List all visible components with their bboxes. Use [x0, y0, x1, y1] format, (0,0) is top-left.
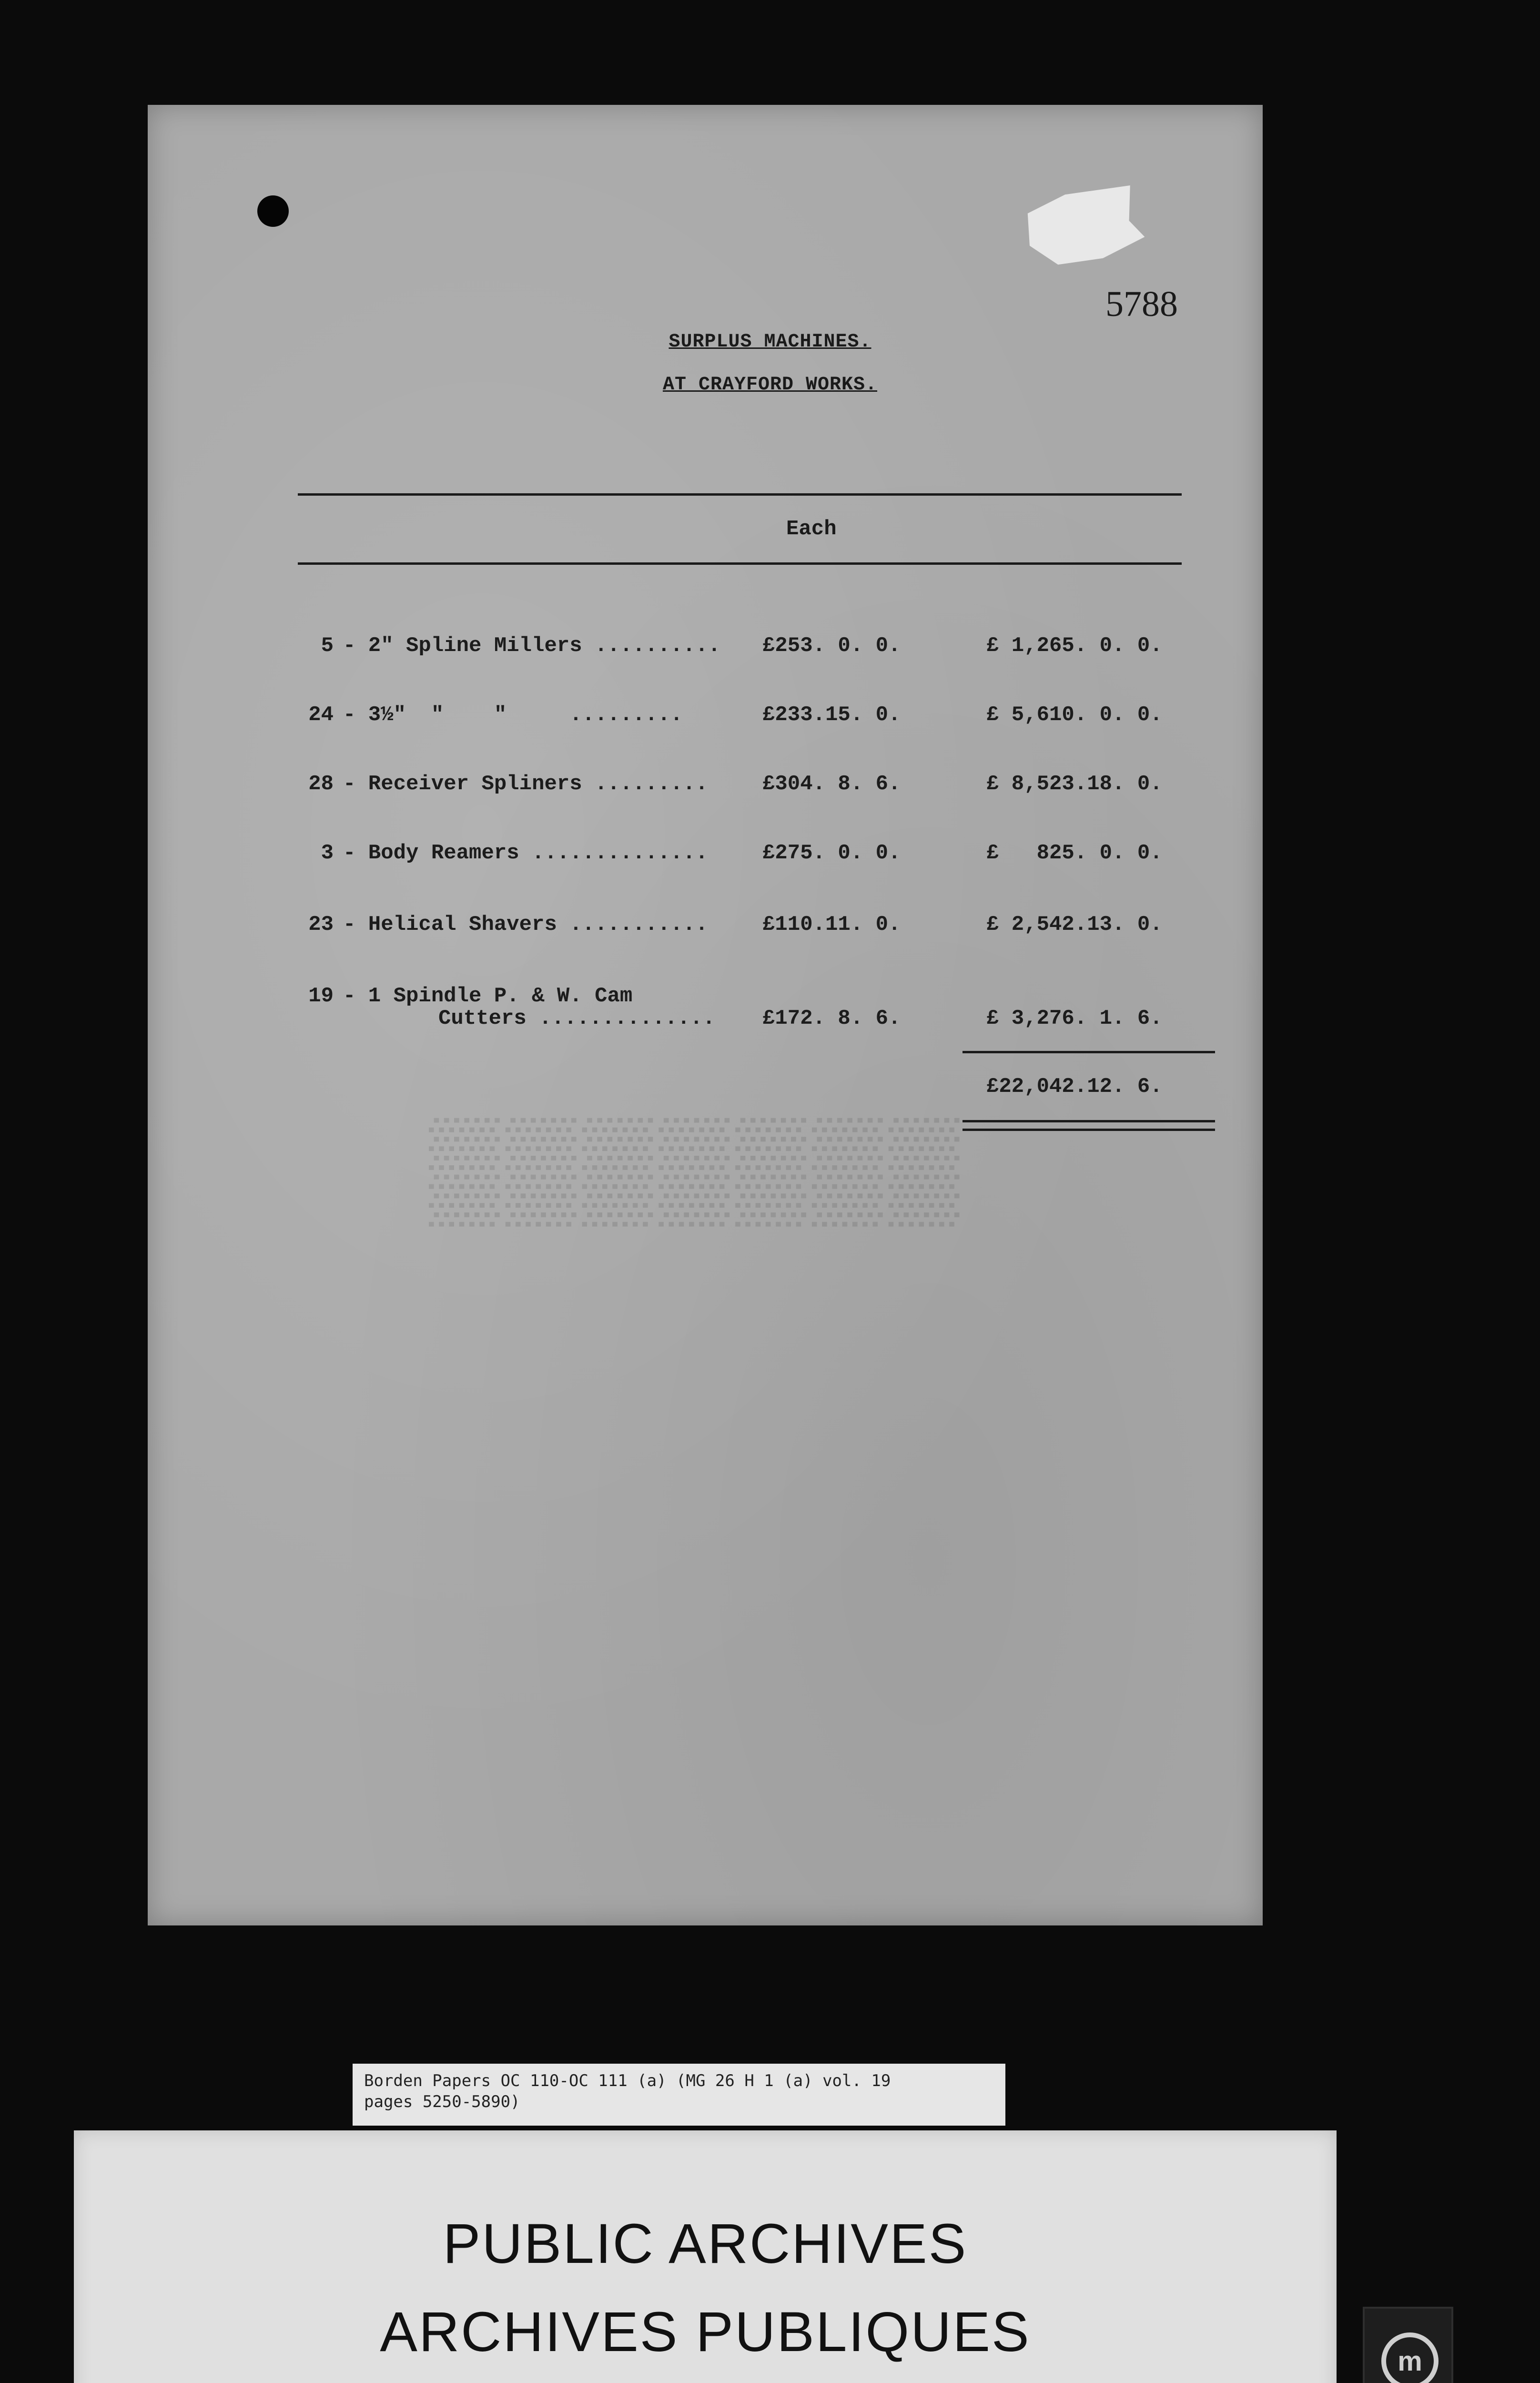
item-total-price: £ 1,265. 0. 0.	[986, 634, 1163, 658]
item-each-price: £110.11. 0.	[762, 913, 901, 937]
item-each-price: £275. 0. 0.	[762, 841, 901, 865]
column-header-each: Each	[786, 517, 837, 541]
archive-card	[74, 2130, 1337, 2383]
punch-hole	[257, 195, 289, 227]
page-number: 5788	[1105, 284, 1178, 324]
item-qty: 19	[308, 984, 334, 1008]
archive-tag-line-2: pages 5250-5890)	[364, 2092, 520, 2111]
item-description: - 3½" " " .........	[343, 703, 683, 727]
grand-total-double-rule-bottom	[962, 1129, 1215, 1131]
item-total-price: £ 825. 0. 0.	[986, 841, 1163, 865]
item-total-price: £ 5,610. 0. 0.	[986, 703, 1163, 727]
item-qty: 24	[308, 703, 334, 727]
item-total-price: £ 3,276. 1. 6.	[986, 1007, 1163, 1030]
item-total-price: £ 2,542.13. 0.	[986, 913, 1163, 937]
item-total-price: £ 8,523.18. 0.	[986, 772, 1163, 796]
header-rule-bottom	[298, 562, 1182, 565]
logo-emblem-icon: m	[1381, 2332, 1439, 2383]
item-description: - 1 Spindle P. & W. Cam	[343, 984, 633, 1008]
item-each-price: £304. 8. 6.	[762, 772, 901, 796]
document-subtitle	[0, 374, 1540, 396]
title-line-1: SURPLUS MACHINES.	[669, 331, 871, 353]
archive-tag-line-1: Borden Papers OC 110-OC 111 (a) (MG 26 H 1 (a) vol. 19	[364, 2071, 891, 2090]
item-each-price: £253. 0. 0.	[762, 634, 901, 658]
grand-total-double-rule-top	[962, 1120, 1215, 1122]
archive-card-line-1: PUBLIC ARCHIVES	[443, 2212, 968, 2275]
item-qty: 5	[321, 634, 334, 658]
item-description: - 2" Spline Millers ..........	[343, 634, 721, 658]
archives-logo	[1363, 2307, 1453, 2383]
archive-card-line-2: ARCHIVES PUBLIQUES	[380, 2301, 1031, 2363]
grand-total: £22,042.12. 6.	[986, 1075, 1163, 1099]
archive-reference-tag	[353, 2064, 1005, 2126]
item-description: - Helical Shavers ...........	[343, 913, 708, 937]
subtotal-rule	[962, 1051, 1215, 1053]
item-each-price: £172. 8. 6.	[762, 1007, 901, 1030]
item-description: - Body Reamers ..............	[343, 841, 708, 865]
document-title	[0, 331, 1540, 353]
title-line-2: AT CRAYFORD WORKS.	[662, 374, 878, 396]
header-rule-top	[298, 493, 1182, 496]
item-description: - Receiver Spliners .........	[343, 772, 708, 796]
item-description-continued: Cutters ..............	[438, 1007, 715, 1030]
item-each-price: £233.15. 0.	[762, 703, 901, 727]
faded-stamp: ▒▒▒▒▒▒▒	[429, 1112, 965, 1223]
item-qty: 23	[308, 913, 334, 937]
item-qty: 28	[308, 772, 334, 796]
item-qty: 3	[321, 841, 334, 865]
